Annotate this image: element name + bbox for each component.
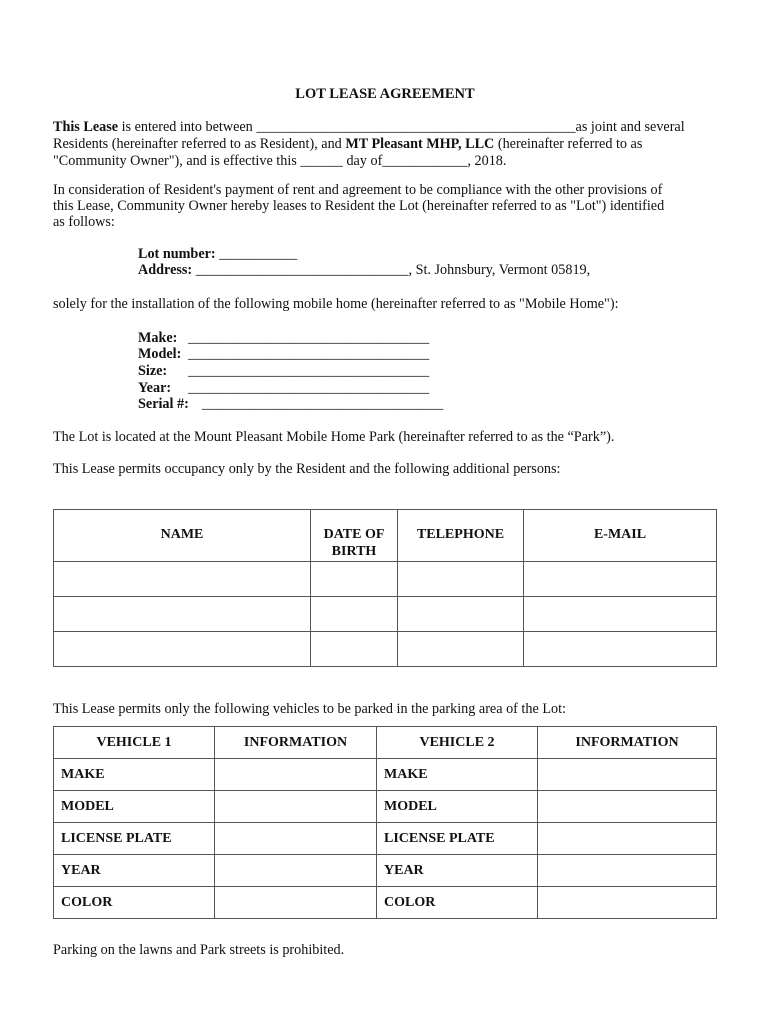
- intro-text: (hereinafter referred to as: [494, 136, 643, 152]
- occupancy-text: This Lease permits occupancy only by the Resident and the following additional persons:: [53, 461, 561, 477]
- vehicle-2-make-cell[interactable]: [538, 759, 717, 791]
- year-blank[interactable]: __________________________________: [188, 380, 430, 396]
- occupants-header-row: [54, 510, 717, 562]
- table-row: [54, 887, 717, 919]
- header-telephone: TELEPHONE: [398, 510, 524, 562]
- vehicle-2-model-cell[interactable]: [538, 791, 717, 823]
- size-label: Size:: [138, 363, 168, 379]
- model-blank[interactable]: __________________________________: [188, 346, 430, 362]
- vehicle-1-color-cell[interactable]: [215, 887, 377, 919]
- this-lease-label: This Lease: [53, 119, 119, 135]
- lot-number-row: [138, 246, 297, 263]
- header-name: NAME: [54, 510, 311, 562]
- address-blank[interactable]: ______________________________: [195, 262, 409, 278]
- vehicle-2-model-label: MODEL: [377, 791, 538, 823]
- vehicle-2-year-cell[interactable]: [538, 855, 717, 887]
- document-title: LOT LEASE AGREEMENT: [295, 86, 475, 102]
- vehicles-header-row: [54, 727, 717, 759]
- vehicle-1-color-label: COLOR: [54, 887, 215, 919]
- vehicle-1-year-cell[interactable]: [215, 855, 377, 887]
- intro-line-3: "Community Owner"), and is effective this ______ day of____________, 2018.: [53, 153, 507, 169]
- intro-text: is entered into between: [118, 119, 257, 135]
- header-vehicle-2: VEHICLE 2: [377, 727, 538, 759]
- vehicle-1-plate-cell[interactable]: [215, 823, 377, 855]
- year-label: Year:: [138, 380, 172, 396]
- community-owner-name: MT Pleasant MHP, LLC: [345, 136, 495, 152]
- parking-note: Parking on the lawns and Park streets is prohibited.: [53, 942, 345, 958]
- header-vehicle-1: VEHICLE 1: [54, 727, 215, 759]
- consideration-line-3: as follows:: [53, 214, 115, 230]
- solely-text: solely for the installation of the following mobile home (hereinafter referred to as "Mobile Home"):: [53, 296, 619, 312]
- model-row: [138, 346, 429, 363]
- name-cell[interactable]: [54, 597, 311, 632]
- header-email: E-MAIL: [524, 510, 717, 562]
- make-row: [138, 330, 429, 347]
- dob-cell[interactable]: [311, 597, 398, 632]
- vehicle-1-make-cell[interactable]: [215, 759, 377, 791]
- vehicle-1-plate-label: LICENSE PLATE: [54, 823, 215, 855]
- address-row: [138, 262, 590, 279]
- lot-number-blank[interactable]: ___________: [219, 246, 298, 262]
- name-cell[interactable]: [54, 632, 311, 667]
- serial-label: Serial #:: [138, 396, 189, 412]
- table-row: [54, 597, 717, 632]
- telephone-cell[interactable]: [398, 632, 524, 667]
- intro-line-2: [53, 136, 642, 153]
- vehicle-2-year-label: YEAR: [377, 855, 538, 887]
- make-label: Make:: [138, 330, 178, 346]
- intro-text: Residents (hereinafter referred to as Resident), and: [53, 136, 346, 152]
- vehicle-1-make-label: MAKE: [54, 759, 215, 791]
- header-information-2: INFORMATION: [538, 727, 717, 759]
- size-blank[interactable]: __________________________________: [188, 363, 430, 379]
- vehicle-1-model-cell[interactable]: [215, 791, 377, 823]
- table-row: [54, 791, 717, 823]
- dob-cell[interactable]: [311, 632, 398, 667]
- dob-cell[interactable]: [311, 562, 398, 597]
- email-cell[interactable]: [524, 562, 717, 597]
- consideration-line-1: In consideration of Resident's payment of rent and agreement to be compliance with the other provisions of: [53, 182, 663, 198]
- email-cell[interactable]: [524, 597, 717, 632]
- model-label: Model:: [138, 346, 182, 362]
- vehicle-2-plate-label: LICENSE PLATE: [377, 823, 538, 855]
- name-cell[interactable]: [54, 562, 311, 597]
- header-dob-line-2: BIRTH: [331, 544, 377, 559]
- vehicles-text: This Lease permits only the following vehicles to be parked in the parking area of the Lot:: [53, 701, 566, 717]
- vehicle-1-year-label: YEAR: [54, 855, 215, 887]
- serial-row: [138, 396, 443, 413]
- header-date-of-birth: [311, 510, 398, 562]
- vehicle-1-model-label: MODEL: [54, 791, 215, 823]
- table-row: [54, 632, 717, 667]
- table-row: [54, 562, 717, 597]
- table-row: [54, 759, 717, 791]
- telephone-cell[interactable]: [398, 562, 524, 597]
- vehicles-table: [53, 726, 717, 919]
- vehicle-2-plate-cell[interactable]: [538, 823, 717, 855]
- vehicle-2-color-cell[interactable]: [538, 887, 717, 919]
- lot-number-label: Lot number:: [138, 246, 216, 262]
- table-row: [54, 823, 717, 855]
- intro-line-1: [53, 119, 685, 136]
- vehicle-2-color-label: COLOR: [377, 887, 538, 919]
- located-text: The Lot is located at the Mount Pleasant Mobile Home Park (hereinafter referred to as the “Park”).: [53, 429, 615, 445]
- header-dob-line-1: DATE OF: [323, 527, 385, 542]
- year-row: [138, 380, 429, 397]
- occupants-table: [53, 509, 717, 667]
- size-row: [138, 363, 429, 380]
- serial-blank[interactable]: __________________________________: [202, 396, 444, 412]
- consideration-line-2: this Lease, Community Owner hereby leases to Resident the Lot (hereinafter referred to as "Lot") identified: [53, 198, 665, 214]
- intro-text-end: as joint and several: [575, 119, 685, 135]
- table-row: [54, 855, 717, 887]
- telephone-cell[interactable]: [398, 597, 524, 632]
- residents-blank[interactable]: _____________________________________________: [256, 119, 576, 135]
- make-blank[interactable]: __________________________________: [188, 330, 430, 346]
- header-information-1: INFORMATION: [215, 727, 377, 759]
- address-city: , St. Johnsbury, Vermont 05819,: [408, 262, 591, 278]
- email-cell[interactable]: [524, 632, 717, 667]
- vehicle-2-make-label: MAKE: [377, 759, 538, 791]
- address-label: Address:: [138, 262, 193, 278]
